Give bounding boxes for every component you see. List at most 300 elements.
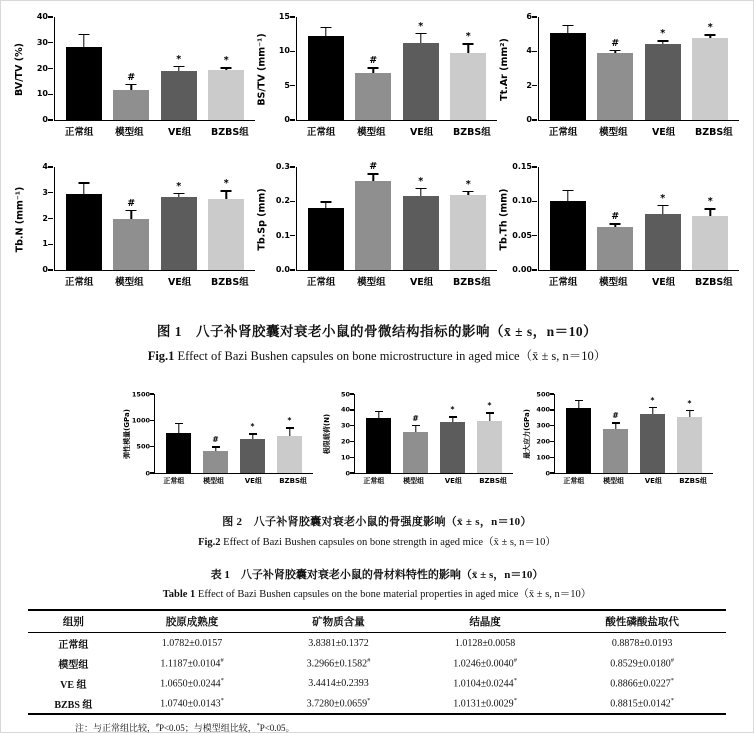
- chart-tbn: [13, 157, 255, 307]
- y-tick: [48, 218, 53, 219]
- bar: [203, 451, 228, 473]
- bar-group: [397, 394, 434, 473]
- bar: [240, 439, 265, 473]
- x-axis-labels: [296, 121, 497, 138]
- error-bar-cap: [657, 40, 668, 42]
- plot-area: [340, 389, 513, 477]
- x-category-label: 正常组: [363, 477, 385, 485]
- y-axis-label-text: BV/TV (%): [14, 42, 26, 96]
- table-cell-sig-marker: *: [367, 696, 371, 704]
- table-cell: 1.0128±0.0058: [454, 637, 516, 649]
- chart-body: [42, 162, 255, 307]
- paper-page: [1, 1, 753, 734]
- error-bar-cap: [320, 201, 331, 203]
- bar-group: [108, 167, 156, 270]
- error-bar-cap: [562, 190, 573, 192]
- y-tick-label: 0: [526, 115, 532, 124]
- bar-group: [203, 167, 251, 270]
- chart-max-stress: [521, 390, 713, 502]
- significance-marker: *: [450, 405, 455, 415]
- bar: [308, 208, 344, 270]
- y-tick: [48, 16, 53, 17]
- table1-header: [28, 610, 726, 633]
- error-bar-cap: [610, 223, 621, 225]
- error-bar-cap: [78, 182, 89, 184]
- y-tick-label: 0.10: [512, 196, 532, 206]
- bar-group: [271, 394, 308, 473]
- chart-body: [526, 12, 739, 157]
- x-axis-labels: [554, 474, 713, 486]
- table-cell-group: 正常组: [58, 639, 89, 651]
- y-tick-label: 100: [536, 452, 550, 461]
- significance-marker: *: [250, 422, 255, 432]
- y-axis-label-text: BS/TV (mm⁻¹): [256, 32, 268, 106]
- x-category-label: VE组: [651, 277, 676, 288]
- figure1-row2: [13, 157, 745, 307]
- error-bar-cap: [78, 34, 89, 36]
- x-category-label: 模型组: [115, 127, 144, 138]
- y-tick-label: 0.15: [512, 162, 532, 171]
- x-category-label: BZBS组: [279, 477, 308, 485]
- x-category-label: 模型组: [115, 277, 144, 288]
- note-text: P<0.05；与模型组比较，: [158, 723, 257, 733]
- figure2-caption-en: [9, 534, 745, 549]
- error-bar-cap: [368, 67, 379, 69]
- bar-group: [302, 17, 350, 120]
- y-tick: [150, 420, 154, 421]
- y-tick: [290, 85, 295, 86]
- y-tick-label: 0.00: [512, 265, 532, 274]
- y-axis-label-text: 极限载荷(N): [323, 413, 332, 455]
- figure1-caption-en: [9, 346, 745, 364]
- significance-marker: #: [127, 197, 136, 209]
- error-bar-cap: [705, 208, 716, 210]
- table-cell-group: BZBS 组: [54, 699, 93, 711]
- x-category-label: BZBS组: [695, 127, 733, 138]
- x-category-label: BZBS组: [479, 477, 508, 485]
- y-axis-label: [13, 17, 27, 121]
- y-axis-label-text: 弹性模量(GPa): [123, 409, 131, 459]
- plot-area: [36, 12, 255, 124]
- error-bar-cap: [173, 193, 184, 195]
- y-tick-label: 0.0: [275, 265, 290, 274]
- y-tick: [532, 119, 537, 120]
- y-tick-label: 5: [284, 80, 290, 90]
- significance-marker: *: [487, 401, 492, 411]
- y-axis-label-text: Tb.Th (mm): [498, 188, 510, 250]
- y-axis-label-text: Tb.N (mm⁻¹): [14, 186, 26, 252]
- figure1-row1: [13, 7, 745, 157]
- y-tick-label: 0: [145, 468, 150, 477]
- y-tick-label: 0.1: [275, 230, 290, 240]
- y-tick: [48, 166, 53, 167]
- bar: [161, 197, 197, 270]
- bar-group: [544, 167, 592, 270]
- x-category-label: 正常组: [563, 477, 585, 485]
- y-tick-label: 15: [278, 12, 290, 21]
- table1-body: [28, 633, 726, 715]
- plot-area: [512, 162, 739, 274]
- y-tick: [350, 393, 354, 394]
- significance-marker: *: [223, 55, 229, 67]
- error-bar: [83, 182, 84, 194]
- y-tick-label: 0.05: [512, 230, 532, 240]
- y-tick-label: 500: [536, 389, 550, 398]
- x-axis-labels: [154, 474, 313, 486]
- significance-marker: *: [660, 28, 666, 40]
- y-tick-label: 10: [340, 452, 350, 461]
- x-category-label: BZBS组: [211, 127, 249, 138]
- error-bar-cap: [173, 66, 184, 68]
- table-cell-group: 模型组: [58, 659, 89, 671]
- table1-col-header: 矿物质含量: [265, 610, 412, 633]
- x-axis-labels: [54, 121, 255, 138]
- table-cell-sig-marker: *: [220, 676, 224, 684]
- table-cell-sig-marker: *: [670, 676, 675, 684]
- bar-group: [671, 394, 708, 473]
- y-tick-label: 0: [42, 115, 48, 124]
- y-tick-label: 20: [340, 437, 350, 446]
- y-tick-label: 1500: [131, 389, 150, 398]
- plot-area: [526, 12, 739, 124]
- bar-group: [302, 167, 350, 270]
- significance-marker: #: [611, 211, 620, 223]
- bar-group: [445, 17, 493, 120]
- chart-body: [512, 162, 739, 307]
- figure2-caption-en-label: Fig.2: [198, 537, 221, 548]
- error-bar-cap: [320, 27, 331, 29]
- error-bar: [567, 190, 568, 202]
- y-axis-label: [13, 167, 27, 271]
- y-tick: [290, 51, 295, 52]
- y-axis-label-text: 最大应力(GPa): [523, 409, 531, 459]
- error-bar-cap: [368, 173, 379, 175]
- note-sig-marker: *: [256, 723, 260, 729]
- bar-group: [155, 167, 203, 270]
- chart-tbth: [497, 157, 739, 307]
- bar: [166, 433, 191, 473]
- significance-marker: *: [418, 175, 424, 187]
- y-tick: [290, 119, 295, 120]
- bar-group: [360, 394, 397, 473]
- y-tick: [350, 441, 354, 442]
- table1-col-header: 酸性磷酸盐取代: [558, 610, 726, 633]
- y-tick-label: 0.3: [275, 162, 290, 171]
- chart-body: [131, 389, 313, 502]
- chart-body: [278, 12, 497, 157]
- y-tick: [290, 235, 295, 236]
- y-tick: [290, 201, 295, 202]
- y-tick-label: 0: [345, 468, 350, 477]
- bar: [355, 73, 391, 120]
- table-cell: 1.0246±0.0040#: [453, 656, 517, 670]
- bar: [692, 216, 728, 270]
- x-category-label: VE组: [651, 127, 676, 138]
- bar: [403, 43, 439, 120]
- bar: [645, 44, 681, 120]
- bar-group: [687, 167, 735, 270]
- bar: [692, 38, 728, 120]
- error-bar-cap: [686, 410, 694, 412]
- table1-col-header: 组别: [28, 610, 119, 633]
- y-tick: [532, 201, 537, 202]
- y-tick: [150, 393, 154, 394]
- figure2-row: [121, 390, 745, 502]
- x-category-label: BZBS组: [211, 277, 249, 288]
- significance-marker: *: [418, 20, 424, 32]
- table1-title-en: [9, 586, 745, 601]
- bar-group: [639, 167, 687, 270]
- y-tick: [532, 16, 537, 17]
- table-cell-group: VE 组: [60, 679, 87, 691]
- y-tick: [290, 269, 295, 270]
- table-cell: 3.8381±0.1372: [308, 637, 369, 649]
- bar: [645, 214, 681, 270]
- x-category-label: 模型组: [403, 477, 425, 485]
- x-axis-labels: [354, 474, 513, 486]
- y-tick-label: 300: [536, 421, 550, 430]
- y-tick: [350, 425, 354, 426]
- bar-group: [60, 167, 108, 270]
- bar: [113, 219, 149, 271]
- bar: [597, 227, 633, 270]
- bar: [677, 417, 702, 473]
- x-category-label: 正常组: [306, 127, 336, 138]
- y-tick: [532, 235, 537, 236]
- table-cell-sig-marker: #: [367, 656, 371, 664]
- table-cell: 1.0104±0.0244*: [453, 676, 517, 690]
- significance-marker: #: [412, 413, 419, 423]
- y-tick-label: 4: [526, 46, 532, 56]
- x-category-label: BZBS组: [453, 127, 491, 138]
- chart-bvtv: [13, 7, 255, 157]
- bar: [597, 53, 633, 120]
- error-bar-cap: [575, 400, 583, 402]
- bar-group: [234, 394, 271, 473]
- y-axis-label-text: Tb.Sp (mm): [256, 187, 268, 251]
- table-cell-sig-marker: *: [513, 676, 517, 684]
- significance-marker: *: [176, 53, 182, 65]
- y-tick-label: 50: [340, 389, 350, 398]
- error-bar-cap: [126, 84, 137, 86]
- y-tick-label: 20: [36, 63, 48, 73]
- x-category-label: BZBS组: [453, 277, 491, 288]
- x-category-label: VE组: [244, 477, 262, 485]
- table-header-row: [28, 610, 726, 633]
- significance-marker: *: [287, 416, 292, 426]
- y-tick-label: 10: [36, 89, 48, 99]
- chart-ttar: [497, 7, 739, 157]
- y-tick: [48, 269, 53, 270]
- x-axis-labels: [538, 271, 739, 288]
- significance-marker: #: [212, 435, 219, 445]
- significance-marker: *: [176, 180, 182, 192]
- table-cell-sig-marker: *: [670, 696, 675, 704]
- chart-tbsp: [255, 157, 497, 307]
- bar: [477, 421, 502, 473]
- figure1-caption-en-label: Fig.1: [147, 349, 175, 363]
- y-tick-label: 4: [42, 162, 48, 171]
- figure1-caption-zh: 图 1 八子补肾胶囊对衰老小鼠的骨微结构指标的影响（x̄ ± s，n＝10）: [156, 324, 598, 339]
- significance-marker: *: [707, 22, 713, 34]
- table-cell: 0.8529±0.0180#: [610, 656, 675, 670]
- table-row: [28, 693, 726, 714]
- table-row: [28, 633, 726, 654]
- y-tick-label: 1000: [131, 416, 150, 425]
- y-tick-label: 0: [284, 115, 290, 124]
- significance-marker: *: [707, 196, 713, 208]
- y-axis-label-text: Tt.Ar (mm²): [498, 37, 510, 101]
- x-category-label: BZBS组: [695, 277, 733, 288]
- error-bar: [420, 33, 421, 43]
- y-tick-label: 1: [42, 239, 48, 249]
- y-tick-label: 10: [278, 46, 290, 56]
- bar: [277, 436, 302, 473]
- bar-group: [434, 394, 471, 473]
- plot-area: [278, 12, 497, 124]
- y-tick-label: 3: [42, 187, 48, 197]
- bar: [566, 408, 591, 473]
- bar: [440, 422, 465, 473]
- y-axis-label: [121, 394, 133, 474]
- table1-col-header: 结晶度: [412, 610, 559, 633]
- error-bar-cap: [486, 412, 494, 414]
- table-cell: 0.8815±0.0142*: [610, 696, 675, 710]
- table-cell: 3.2966±0.1582#: [306, 656, 371, 670]
- chart-elastic-modulus: [121, 390, 313, 502]
- chart-body: [275, 161, 497, 307]
- bar-group: [197, 394, 234, 473]
- note-sig-marker: #: [156, 723, 159, 729]
- chart-ultimate-load: [321, 390, 513, 502]
- y-tick: [48, 192, 53, 193]
- x-category-label: 模型组: [357, 127, 386, 138]
- y-tick: [48, 94, 53, 95]
- y-tick-label: 0: [42, 265, 48, 274]
- table-cell: 1.0782±0.0157: [161, 637, 223, 649]
- bar-group: [160, 394, 197, 473]
- significance-marker: #: [611, 37, 620, 49]
- x-category-label: 正常组: [306, 277, 336, 288]
- bar-group: [155, 17, 203, 120]
- x-category-label: BZBS组: [679, 477, 708, 485]
- x-category-label: 模型组: [603, 477, 625, 485]
- x-category-label: 正常组: [64, 127, 94, 138]
- bar-group: [350, 17, 398, 120]
- y-tick: [48, 119, 53, 120]
- y-axis-label: [321, 394, 333, 474]
- bar-group: [592, 167, 640, 270]
- x-axis-labels: [538, 121, 739, 138]
- bar: [161, 71, 197, 120]
- table-cell: 3.4414±0.2393: [308, 677, 369, 689]
- bar-group: [544, 17, 592, 120]
- x-axis-labels: [296, 271, 497, 288]
- note-text: P<0.05。: [259, 723, 295, 733]
- error-bar-cap: [562, 25, 573, 27]
- bar: [66, 194, 102, 270]
- error-bar-cap: [610, 50, 621, 52]
- bar: [450, 53, 486, 120]
- plot-area: [536, 389, 713, 477]
- y-tick: [48, 68, 53, 69]
- table-row: [28, 673, 726, 693]
- figure2-caption: [9, 513, 745, 549]
- y-axis-label: [521, 394, 533, 474]
- table1-title-zh: 表 1 八子补肾胶囊对衰老小鼠的骨材料特性的影响（x̄ ± s，n＝10）: [210, 569, 544, 581]
- error-bar: [178, 423, 179, 433]
- x-category-label: 正常组: [548, 277, 578, 288]
- significance-marker: *: [660, 192, 666, 204]
- table-cell: 1.0740±0.0143*: [160, 696, 224, 710]
- error-bar-cap: [286, 427, 294, 429]
- bar-group: [397, 167, 445, 270]
- significance-marker: #: [612, 411, 619, 421]
- table-cell: 1.0131±0.0029*: [453, 696, 517, 710]
- x-category-label: 正常组: [163, 477, 185, 485]
- bar: [550, 201, 586, 270]
- table1-title-en-text: Effect of Bazi Bushen capsules on the bone material properties in aged mice（x̄ ± s, n＝10）: [197, 589, 592, 600]
- y-tick-label: 30: [340, 421, 350, 430]
- y-tick: [532, 269, 537, 270]
- chart-body: [536, 389, 713, 502]
- y-tick: [48, 244, 53, 245]
- x-category-label: 模型组: [357, 277, 386, 288]
- y-tick-label: 40: [36, 12, 48, 21]
- bar: [208, 70, 244, 120]
- y-tick-label: 2: [526, 80, 532, 90]
- error-bar: [83, 34, 84, 47]
- significance-marker: *: [650, 395, 655, 405]
- error-bar-cap: [212, 446, 220, 448]
- table-row: [28, 653, 726, 673]
- bar-group: [639, 17, 687, 120]
- y-tick-label: 0: [545, 468, 550, 477]
- bar-group: [108, 17, 156, 120]
- error-bar-cap: [415, 188, 426, 190]
- y-tick-label: 40: [340, 405, 350, 414]
- significance-marker: *: [465, 31, 471, 43]
- bar: [366, 418, 391, 473]
- x-category-label: VE组: [167, 277, 192, 288]
- x-category-label: VE组: [409, 127, 434, 138]
- y-tick: [48, 42, 53, 43]
- table-cell-sig-marker: #: [220, 656, 224, 664]
- error-bar-cap: [412, 425, 420, 427]
- table1-note: [75, 721, 745, 734]
- bar: [308, 36, 344, 120]
- significance-marker: #: [127, 71, 136, 83]
- y-axis-label: [497, 17, 511, 121]
- bar: [403, 432, 428, 473]
- x-category-label: 正常组: [548, 127, 578, 138]
- error-bar-cap: [449, 416, 457, 418]
- x-category-label: 模型组: [203, 477, 225, 485]
- error-bar-cap: [649, 407, 657, 409]
- bar-group: [560, 394, 597, 473]
- x-category-label: VE组: [644, 477, 662, 485]
- x-category-label: 模型组: [599, 277, 628, 288]
- bar: [113, 90, 149, 120]
- figure1-caption: [9, 320, 745, 364]
- y-tick-label: 0.2: [275, 196, 290, 206]
- bar: [355, 181, 391, 270]
- table-cell: 3.7280±0.0659*: [306, 696, 371, 710]
- table1-title: [9, 566, 745, 601]
- table-cell: 1.1187±0.0104#: [160, 656, 224, 670]
- chart-body: [340, 389, 513, 502]
- note-text: 注：与正常组比较，: [75, 723, 157, 733]
